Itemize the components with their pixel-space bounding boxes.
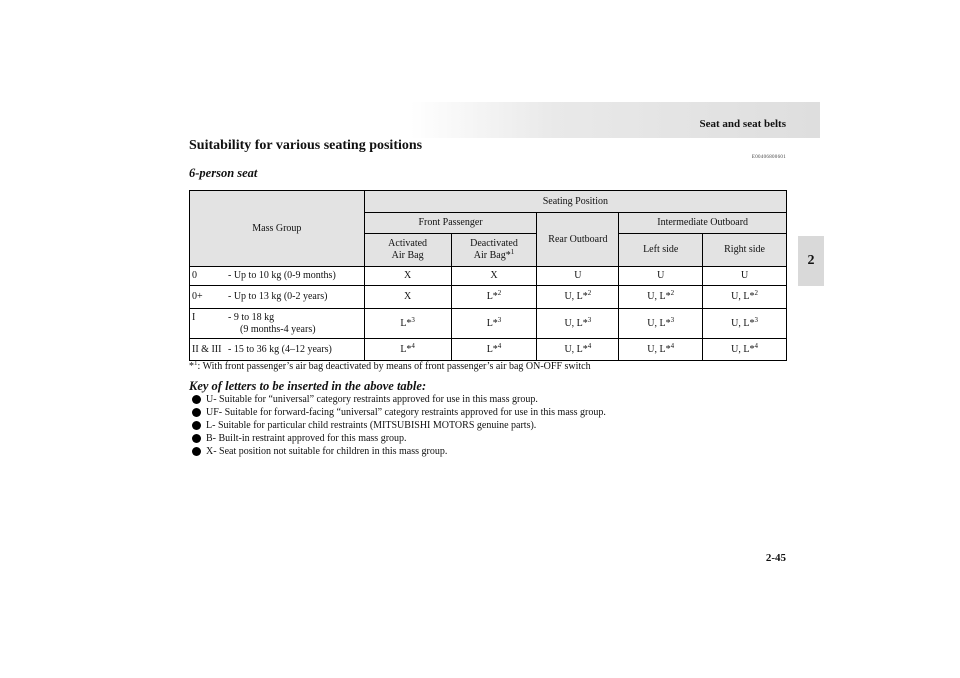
suitability-cell: X xyxy=(364,286,451,309)
chapter-tab: 2 xyxy=(798,236,824,286)
deactivated-airbag-header: Deactivated Air Bag*$^1$ xyxy=(451,234,537,267)
intermediate-outboard-header: Intermediate Outboard xyxy=(619,213,787,234)
suitability-cell: U, L*$^3$ xyxy=(619,309,703,339)
suitability-cell: U, L*$^3$ xyxy=(537,309,619,339)
footnote: *$^1$: With front passenger’s air bag deactivated by means of front passenger’s air bag ON-OFF switch xyxy=(189,359,591,372)
seating-position-header: Seating Position xyxy=(364,191,786,213)
table-row xyxy=(190,267,787,286)
bullet-icon xyxy=(192,447,201,456)
suitability-cell: U, L*$^3$ xyxy=(703,309,787,339)
group-description: - Up to 10 kg (0-9 months) xyxy=(228,270,336,281)
activated-airbag-header: Activated Air Bag xyxy=(364,234,451,267)
mass-group-cell xyxy=(190,286,365,309)
table-row xyxy=(190,339,787,361)
group-name: I xyxy=(192,311,196,323)
suitability-cell: U, L*$^4$ xyxy=(537,339,619,361)
suitability-cell: U, L*$^2$ xyxy=(537,286,619,309)
suitability-cell: U xyxy=(537,267,619,286)
page-title: Suitability for various seating positions xyxy=(189,138,423,153)
suitability-table xyxy=(189,190,787,361)
suitability-cell: U, L*$^4$ xyxy=(619,339,703,361)
key-item: UF- Suitable for forward-facing “universal” category restraints approved for use in this mass group. xyxy=(189,406,606,419)
suitability-cell: U, L*$^4$ xyxy=(703,339,787,361)
page-number: 2-45 xyxy=(765,552,786,564)
document-code: E00406800601 xyxy=(751,155,786,160)
mass-group-cell xyxy=(190,309,365,339)
rear-outboard-header: Rear Outboard xyxy=(537,213,619,267)
front-passenger-header: Front Passenger xyxy=(364,213,537,234)
left-side-header: Left side xyxy=(619,234,703,267)
key-list xyxy=(189,393,606,458)
suitability-cell: U, L*$^2$ xyxy=(619,286,703,309)
key-item: B- Built-in restraint approved for this mass group. xyxy=(189,432,606,445)
group-description: - 9 to 18 kg (9 months-4 years) xyxy=(228,311,316,335)
group-description: - Up to 13 kg (0-2 years) xyxy=(228,291,328,302)
key-title: Key of letters to be inserted in the above table: xyxy=(189,379,427,393)
right-side-header: Right side xyxy=(703,234,787,267)
suitability-cell: X xyxy=(364,267,451,286)
group-name: 0 xyxy=(192,270,197,281)
mass-group-cell xyxy=(190,339,365,361)
key-item: U- Suitable for “universal” category restraints approved for use in this mass group. xyxy=(189,393,606,406)
key-item: X- Seat position not suitable for children in this mass group. xyxy=(189,445,606,458)
group-name: 0+ xyxy=(192,291,203,302)
suitability-cell: L*$^3$ xyxy=(364,309,451,339)
key-item: L- Suitable for particular child restraints (MITSUBISHI MOTORS genuine parts). xyxy=(189,419,606,432)
group-description: - 15 to 36 kg (4–12 years) xyxy=(228,343,332,355)
suitability-cell: U xyxy=(619,267,703,286)
suitability-cell: X xyxy=(451,267,537,286)
page-subtitle: 6-person seat xyxy=(189,166,258,180)
suitability-cell: L*$^4$ xyxy=(451,339,537,361)
mass-group-cell xyxy=(190,267,365,286)
bullet-icon xyxy=(192,434,201,443)
suitability-cell: L*$^3$ xyxy=(451,309,537,339)
table-row xyxy=(190,309,787,339)
suitability-cell: L*$^4$ xyxy=(364,339,451,361)
section-header: Seat and seat belts xyxy=(699,118,786,130)
bullet-icon xyxy=(192,421,201,430)
bullet-icon xyxy=(192,408,201,417)
mass-group-header: Mass Group xyxy=(190,191,365,267)
table-row xyxy=(190,286,787,309)
bullet-icon xyxy=(192,395,201,404)
suitability-cell: U xyxy=(703,267,787,286)
group-name: II & III xyxy=(192,343,222,355)
suitability-cell: L*$^2$ xyxy=(451,286,537,309)
suitability-cell: U, L*$^2$ xyxy=(703,286,787,309)
